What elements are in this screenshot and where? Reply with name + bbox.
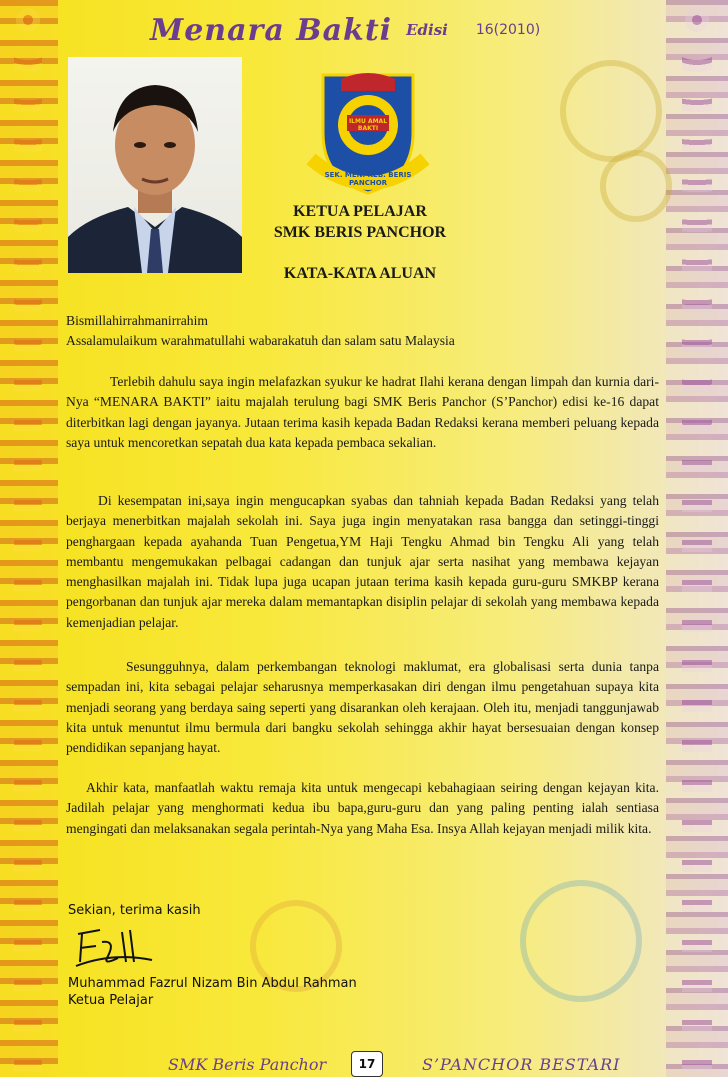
signatory-name: Muhammad Fazrul Nizam Bin Abdul Rahman (68, 976, 357, 991)
paragraph-text: Akhir kata, manfaatlah waktu remaja kita untuk mengecapi kebahagiaan seiring dengan kejayan kita. Jadilah pelajar yang menghormati kedua ibu bapa,guru-guru dan yang paling penting ialah sentiasa mengingati dan melaksanakan segala perintah-Nya yang Maha Esa. Insya Allah kejayan menjadi milik kita. (66, 780, 659, 836)
paragraph-text: Terlebih dahulu saya ingin melafazkan syukur ke hadrat Ilahi kerana dengan limpah dan kurnia dari-Nya “MENARA BAKTI” iaitu majalah terulung bagi SMK Beris Panchor (S’Panchor) edisi ke-16 dapat diterbitkan lagi dengan jayanya. Jutaan terima kasih kepada Badan Redaksi kerana memberi peluang kepada saya untuk mencoretkan sepatah dua kata kepada pembaca sekalian. (66, 374, 659, 450)
paragraph-text: Sesungguhnya, dalam perkembangan teknologi maklumat, era globalisasi serta dunia tanpa sempadan ini, kita sebagai pelajar seharusnya memperkasakan diri dengan ilmu pengetahuan supaya kita menjadi seorang yang berdaya saing seperti yang disarankan oleh kerajaan. Oleh itu, menjadi tanggunjawab kita untuk menuntut ilmu bermula dari bangku sekolah sehingga akhir hayat bersesuaian dengan konsep pendidikan sepanjang hayat. (66, 659, 659, 756)
speech-paragraph-3 (66, 657, 659, 758)
crest-ribbon-text: ILMU AMAL BAKTI (348, 118, 388, 132)
decorative-swirl (600, 150, 672, 222)
decorative-swirl (560, 60, 662, 162)
paragraph-text: Di kesempatan ini,saya ingin mengucapkan syabas dan tahniah kepada Badan Redaksi yang telah berjaya menerbitkan majalah sekolah ini. Saya juga ingin menyatakan rasa bangga dan setinggi-tinggi penghargaan kepada ayahanda Tuan Pengetua,YM Haji Tengku Ahmad bin Tengku Ali yang telah membantu mengemukakan pelbagai cadangan dan tunjuk ajar serta nasihat yang membawa kejayan menghasilkan majalah ini. Tidak lupa juga ucapan jutaan terima kasih kepada guru-guru SMKBP kerana pengorbanan dan tunjuk ajar mereka dalam memantapkan disiplin pelajar di sekolah yang membawa kepada kemenjadian pelajar. (66, 493, 659, 630)
crest-ring-text: SEK. MEN. KEB. BERIS PANCHOR (324, 171, 412, 187)
school-heading: SMK BERIS PANCHOR (273, 224, 447, 241)
magazine-title: Menara Bakti (150, 12, 393, 48)
left-ornamental-border (0, 0, 58, 1077)
speech-paragraph-2 (66, 491, 659, 633)
role-heading: KETUA PELAJAR (293, 203, 427, 220)
speech-paragraph-1 (66, 372, 659, 453)
opening-line-2: Assalamulaikum warahmatullahi wabarakatuh dan salam satu Malaysia (66, 333, 455, 349)
footer-slogan: S’PANCHOR BESTARI (422, 1055, 621, 1074)
signatory-role: Ketua Pelajar (68, 993, 154, 1008)
opening-line-1: Bismillahirrahmanirrahim (66, 313, 208, 328)
magazine-header (150, 10, 610, 50)
closing-line: Sekian, terima kasih (68, 903, 201, 918)
opening-greetings (66, 311, 659, 352)
footer-school-name: SMK Beris Panchor (168, 1055, 327, 1074)
right-ornamental-border (666, 0, 728, 1077)
school-crest-logo (297, 67, 439, 199)
speech-paragraph-4 (66, 778, 659, 839)
student-portrait-photo (68, 57, 242, 273)
decorative-swirl (520, 880, 642, 1002)
signature (72, 922, 162, 972)
page-number: 17 (351, 1051, 383, 1077)
edition-label: Edisi (406, 21, 448, 39)
edition-number: 16(2010) (475, 22, 541, 38)
speech-title: KATA-KATA ALUAN (283, 265, 437, 282)
